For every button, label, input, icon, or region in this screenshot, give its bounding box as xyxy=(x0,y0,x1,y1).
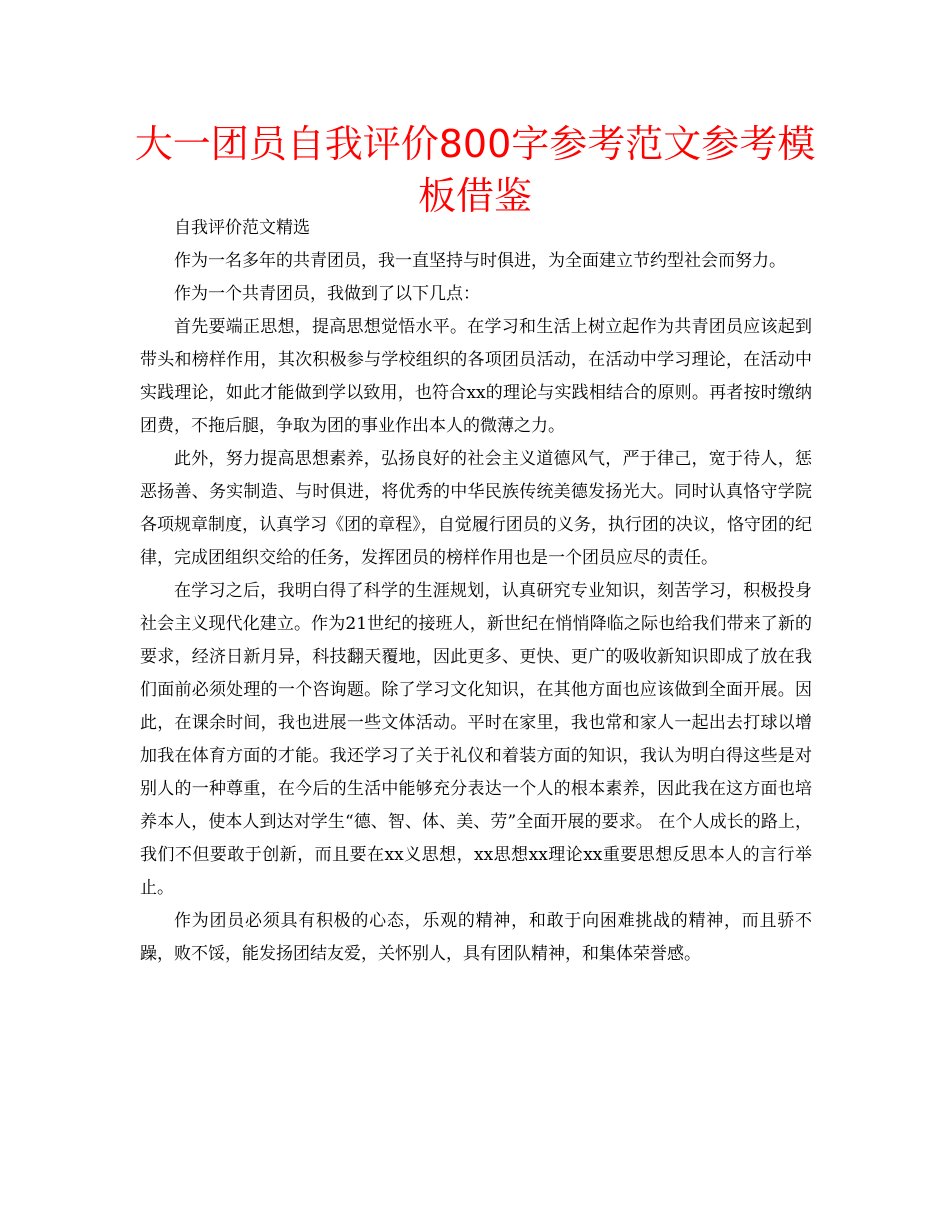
paragraph: 作为一名多年的共青团员，我一直坚持与时俱进，为全面建立节约型社会而努力。 xyxy=(174,251,786,271)
paragraph: 作为团员必须具有积极的心态，乐观的精神，和敢于向困难挑战的精神，而且骄不躁，败不馁，能发扬团结友爱，关怀别人，具有团队精神，和集体荣誉感。 xyxy=(140,911,812,964)
document-body xyxy=(140,212,812,971)
paragraph: 首先要端正思想，提高思想觉悟水平。在学习和生活上树立起作为共青团员应该起到带头和榜样作用，其次积极参与学校组织的各项团员活动，在活动中学习理论，在活动中实践理论，如此才能做到学以致用，也符合xx的理论与实践相结合的原则。再者按时缴纳团费，不拖后腿，争取为团的事业作出本人的微薄之力。 xyxy=(140,317,812,436)
section-heading: 自我评价范文精选 xyxy=(174,218,310,238)
paragraph: 此外，努力提高思想素养，弘扬良好的社会主义道德风气，严于律己，宽于待人，惩恶扬善、务实制造、与时俱进，将优秀的中华民族传统美德发扬光大。同时认真恪守学院各项规章制度，认真学习《团的章程》，自觉履行团员的义务，执行团的决议，恪守团的纪律，完成团组织交给的任务，发挥团员的榜样作用也是一个团员应尽的责任。 xyxy=(140,449,812,568)
paragraph: 作为一个共青团员，我做到了以下几点： xyxy=(174,284,480,304)
document-title: 大一团员自我评价800字参考范文参考模板借鉴 xyxy=(134,122,816,218)
paragraph: 在学习之后，我明白得了科学的生涯规划，认真研究专业知识，刻苦学习，积极投身社会主义现代化建立。作为21世纪的接班人，新世纪在悄悄降临之际也给我们带来了新的要求，经济日新月异，科技翻天覆地，因此更多、更快、更广的吸收新知识即成了放在我们面前必须处理的一个咨询题。除了学习文化知识，在其他方面也应该做到全面开展。因此，在课余时间，我也进展一些文体活动。平时在家里，我也常和家人一起出去打球以增加我在体育方面的才能。我还学习了关于礼仪和着装方面的知识，我认为明白得这些是对别人的一种尊重，在今后的生活中能够充分表达一个人的根本素养，因此我在这方面也培养本人，使本人到达对学生“德、智、体、美、劳”全面开展的要求。 在个人成长的路上，我们不但要敢于创新，而且要在xx义思想，xx思想xx理论xx重要思想反思本人的言行举止。 xyxy=(140,581,812,898)
